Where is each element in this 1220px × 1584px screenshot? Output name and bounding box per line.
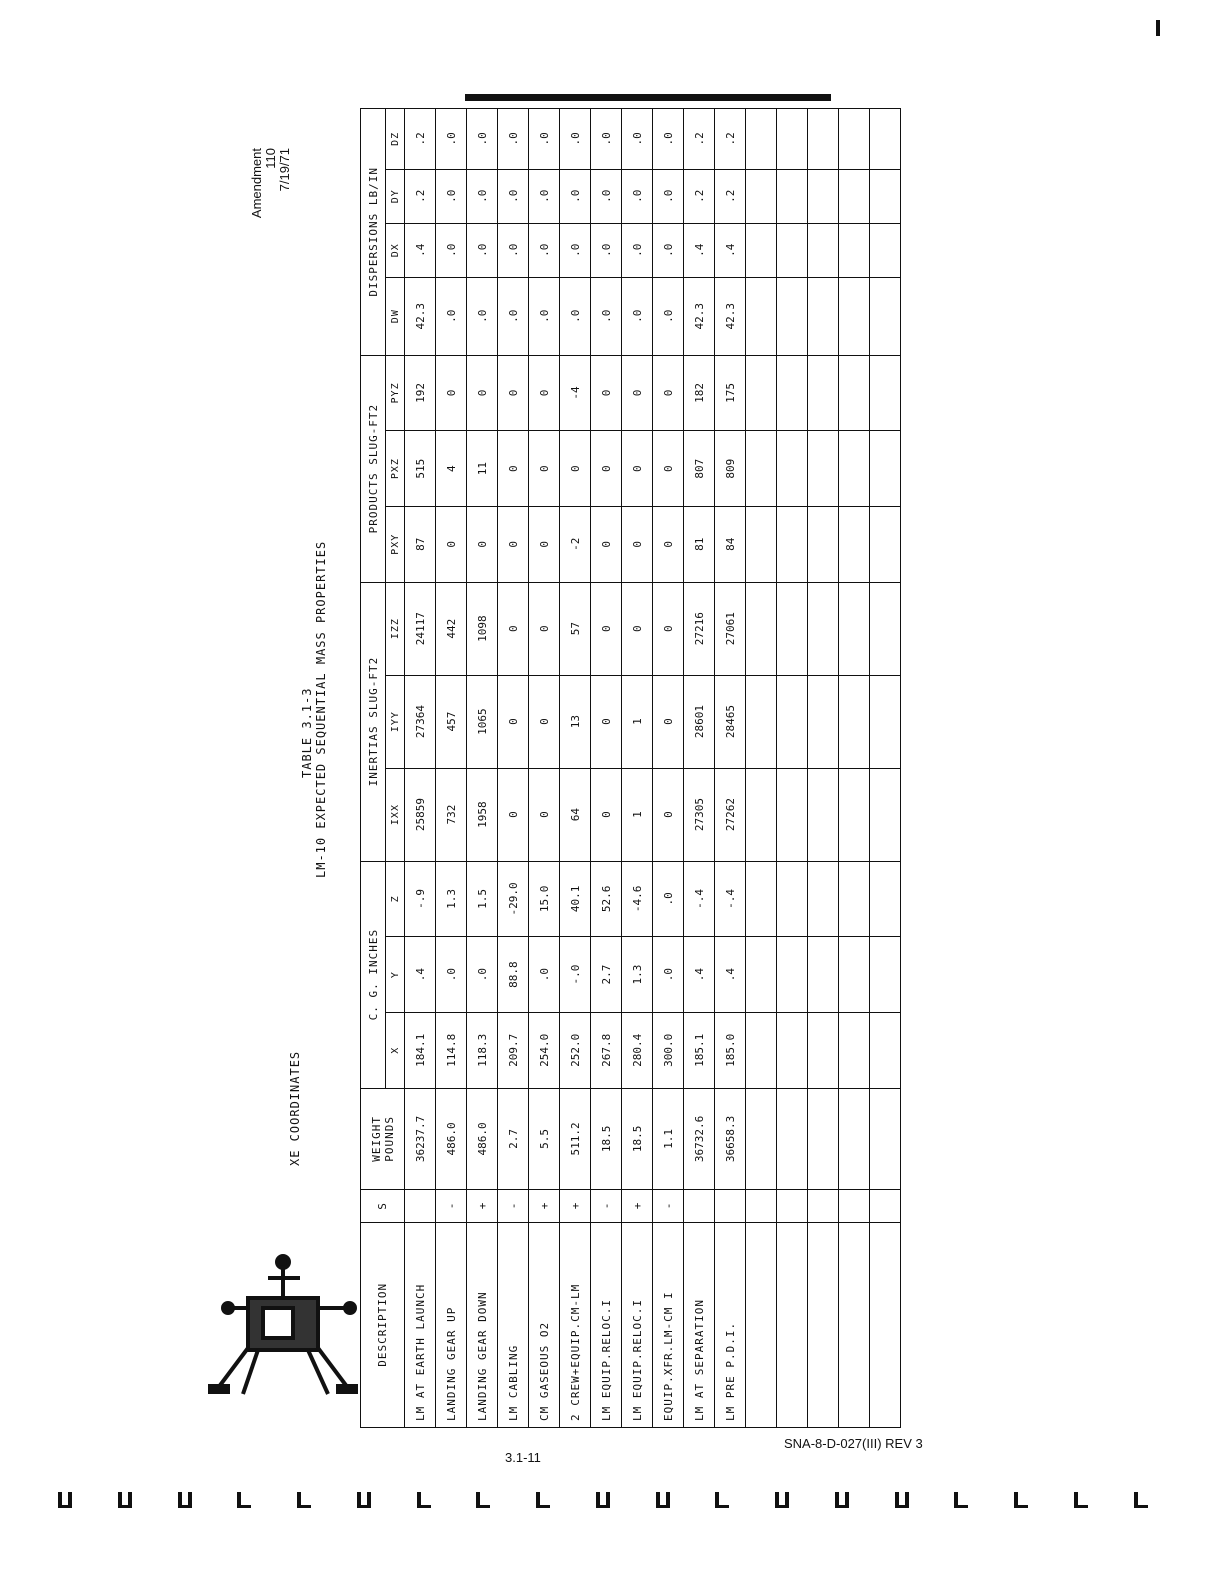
table-cell-dz: .0 xyxy=(653,109,684,170)
header-cg-x: X xyxy=(386,1012,405,1088)
table-cell-izz: 0 xyxy=(498,582,529,675)
empty-row xyxy=(746,109,777,1428)
table-cell-s xyxy=(715,1190,746,1222)
table-cell-dx: .0 xyxy=(498,223,529,277)
table-cell-ixx: 27262 xyxy=(715,768,746,861)
table-cell-desc: LM AT SEPARATION xyxy=(684,1222,715,1427)
table-cell-pxy: -2 xyxy=(560,506,591,582)
table-cell-izz: 27216 xyxy=(684,582,715,675)
table-cell-weight: 36237.7 xyxy=(405,1088,436,1190)
table-cell-pyz: 0 xyxy=(591,355,622,431)
table-cell-dx: .4 xyxy=(715,223,746,277)
header-ixx: IXX xyxy=(386,768,405,861)
table-cell-desc: LM PRE P.D.I. xyxy=(715,1222,746,1427)
table-cell-z: 15.0 xyxy=(529,861,560,937)
table-cell-ixx: 25859 xyxy=(405,768,436,861)
table-body xyxy=(405,109,901,1428)
table-cell-dy: .2 xyxy=(715,169,746,223)
table-cell-iyy: 0 xyxy=(653,675,684,768)
table-cell-dw: .0 xyxy=(436,277,467,355)
table-cell-dy: .0 xyxy=(591,169,622,223)
table-cell-desc: LM AT EARTH LAUNCH xyxy=(405,1222,436,1427)
table-cell-iyy: 13 xyxy=(560,675,591,768)
table-cell-dx: .0 xyxy=(622,223,653,277)
table-row xyxy=(529,109,560,1428)
table-cell-pxz: 0 xyxy=(591,431,622,507)
table-cell-dz: .0 xyxy=(529,109,560,170)
table-cell-y: .0 xyxy=(529,937,560,1013)
amendment-note xyxy=(250,148,292,228)
table-cell-iyy: 457 xyxy=(436,675,467,768)
mass-properties-table xyxy=(360,108,901,1428)
table-cell-dx: .0 xyxy=(591,223,622,277)
table-cell-z: 1.5 xyxy=(467,861,498,937)
table-cell-y: .4 xyxy=(684,937,715,1013)
table-cell-dx: .0 xyxy=(653,223,684,277)
table-cell-desc: LM EQUIP.RELOC.I xyxy=(591,1222,622,1427)
table-cell-dw: 42.3 xyxy=(405,277,436,355)
table-cell-s: + xyxy=(529,1190,560,1222)
table-cell-x: 184.1 xyxy=(405,1012,436,1088)
table-cell-pyz: 0 xyxy=(653,355,684,431)
table-cell-ixx: 0 xyxy=(529,768,560,861)
table-cell-x: 185.1 xyxy=(684,1012,715,1088)
table-cell-desc: 2 CREW+EQUIP.CM-LM xyxy=(560,1222,591,1427)
table-cell-s xyxy=(684,1190,715,1222)
table-cell-pyz: 0 xyxy=(467,355,498,431)
table-cell-s: + xyxy=(467,1190,498,1222)
table-cell-dx: .0 xyxy=(529,223,560,277)
table-cell-weight: 486.0 xyxy=(467,1088,498,1190)
table-cell-pxy: 0 xyxy=(467,506,498,582)
header-weight: WEIGHT POUNDS xyxy=(361,1088,405,1190)
table-cell-z: 1.3 xyxy=(436,861,467,937)
table-cell-dw: .0 xyxy=(560,277,591,355)
table-cell-x: 118.3 xyxy=(467,1012,498,1088)
table-cell-desc: LM EQUIP.RELOC.I xyxy=(622,1222,653,1427)
table-row xyxy=(684,109,715,1428)
header-dz: DZ xyxy=(386,109,405,170)
table-cell-iyy: 0 xyxy=(498,675,529,768)
table-cell-y: 1.3 xyxy=(622,937,653,1013)
table-cell-weight: 1.1 xyxy=(653,1088,684,1190)
header-cg-y: Y xyxy=(386,937,405,1013)
table-cell-z: -.4 xyxy=(684,861,715,937)
header-cg-z: Z xyxy=(386,861,405,937)
table-cell-pyz: -4 xyxy=(560,355,591,431)
table-cell-pyz: 192 xyxy=(405,355,436,431)
table-cell-weight: 511.2 xyxy=(560,1088,591,1190)
table-cell-iyy: 28601 xyxy=(684,675,715,768)
table-cell-dx: .0 xyxy=(467,223,498,277)
table-cell-s: - xyxy=(653,1190,684,1222)
table-cell-dx: .4 xyxy=(684,223,715,277)
table-cell-weight: 36732.6 xyxy=(684,1088,715,1190)
header-izz: IZZ xyxy=(386,582,405,675)
table-cell-dx: .4 xyxy=(405,223,436,277)
empty-row xyxy=(808,109,839,1428)
header-pxy: PXY xyxy=(386,506,405,582)
table-cell-y: .0 xyxy=(436,937,467,1013)
document-id: SNA-8-D-027(III) REV 3 xyxy=(784,1436,923,1451)
table-cell-dw: .0 xyxy=(591,277,622,355)
table-cell-weight: 486.0 xyxy=(436,1088,467,1190)
header-dx: DX xyxy=(386,223,405,277)
table-cell-dz: .2 xyxy=(715,109,746,170)
table-cell-dy: .0 xyxy=(622,169,653,223)
table-cell-y: .0 xyxy=(467,937,498,1013)
table-cell-pxz: 0 xyxy=(498,431,529,507)
table-cell-dw: .0 xyxy=(622,277,653,355)
table-cell-izz: 0 xyxy=(622,582,653,675)
table-cell-ixx: 0 xyxy=(498,768,529,861)
table-cell-ixx: 732 xyxy=(436,768,467,861)
table-cell-dz: .0 xyxy=(467,109,498,170)
table-cell-dz: .0 xyxy=(498,109,529,170)
table-cell-dz: .0 xyxy=(622,109,653,170)
table-row xyxy=(436,109,467,1428)
table-cell-pxz: 809 xyxy=(715,431,746,507)
table-cell-weight: 18.5 xyxy=(591,1088,622,1190)
table-cell-s: + xyxy=(622,1190,653,1222)
table-cell-dx: .0 xyxy=(560,223,591,277)
table-title: LM-10 EXPECTED SEQUENTIAL MASS PROPERTIES xyxy=(314,540,328,878)
table-cell-pxz: 515 xyxy=(405,431,436,507)
table-cell-dw: .0 xyxy=(467,277,498,355)
empty-row xyxy=(839,109,870,1428)
header-dispersions: DISPERSIONS LB/IN xyxy=(361,109,386,356)
table-row xyxy=(498,109,529,1428)
table-cell-s: - xyxy=(436,1190,467,1222)
table-cell-desc: LANDING GEAR UP xyxy=(436,1222,467,1427)
table-row xyxy=(467,109,498,1428)
table-cell-z: -.4 xyxy=(715,861,746,937)
table-cell-ixx: 27305 xyxy=(684,768,715,861)
table-cell-dy: .0 xyxy=(436,169,467,223)
table-cell-s: - xyxy=(591,1190,622,1222)
table-titles xyxy=(288,108,358,1428)
table-row xyxy=(560,109,591,1428)
table-cell-dw: .0 xyxy=(498,277,529,355)
table-cell-pxz: 4 xyxy=(436,431,467,507)
header-dw: DW xyxy=(386,277,405,355)
table-cell-z: .0 xyxy=(653,861,684,937)
table-cell-dz: .0 xyxy=(591,109,622,170)
table-cell-dw: 42.3 xyxy=(684,277,715,355)
table-cell-desc: LM CABLING xyxy=(498,1222,529,1427)
table-cell-dz: .0 xyxy=(560,109,591,170)
table-cell-pyz: 182 xyxy=(684,355,715,431)
header-pxz: PXZ xyxy=(386,431,405,507)
table-cell-desc: CM GASEOUS O2 xyxy=(529,1222,560,1427)
table-cell-dx: .0 xyxy=(436,223,467,277)
header-s: S xyxy=(361,1190,405,1222)
table-cell-pyz: 0 xyxy=(498,355,529,431)
table-cell-x: 185.0 xyxy=(715,1012,746,1088)
table-cell-y: .4 xyxy=(715,937,746,1013)
table-cell-pyz: 175 xyxy=(715,355,746,431)
table-cell-dy: .0 xyxy=(560,169,591,223)
table-cell-dy: .2 xyxy=(405,169,436,223)
table-cell-pxy: 0 xyxy=(622,506,653,582)
coordinate-system: XE COORDINATES xyxy=(288,1050,302,1166)
table-cell-pxy: 0 xyxy=(529,506,560,582)
header-products: PRODUCTS SLUG-FT2 xyxy=(361,355,386,582)
table-cell-x: 300.0 xyxy=(653,1012,684,1088)
table-cell-iyy: 28465 xyxy=(715,675,746,768)
table-cell-z: 40.1 xyxy=(560,861,591,937)
table-cell-dw: .0 xyxy=(529,277,560,355)
margin-mark xyxy=(1156,20,1160,36)
table-cell-desc: LANDING GEAR DOWN xyxy=(467,1222,498,1427)
table-cell-iyy: 0 xyxy=(529,675,560,768)
header-dy: DY xyxy=(386,169,405,223)
table-cell-pyz: 0 xyxy=(436,355,467,431)
table-row xyxy=(622,109,653,1428)
table-cell-pxz: 0 xyxy=(529,431,560,507)
amendment-date: 7/19/71 xyxy=(277,148,292,192)
rotated-table xyxy=(288,108,972,1428)
table-cell-pxz: 0 xyxy=(653,431,684,507)
table-cell-pxz: 0 xyxy=(560,431,591,507)
table-cell-pxz: 0 xyxy=(622,431,653,507)
table-cell-x: 114.8 xyxy=(436,1012,467,1088)
table-cell-pxy: 0 xyxy=(436,506,467,582)
table-cell-ixx: 0 xyxy=(591,768,622,861)
table-cell-dz: .2 xyxy=(405,109,436,170)
table-cell-desc: EQUIP.XFR.LM-CM I xyxy=(653,1222,684,1427)
table-cell-weight: 5.5 xyxy=(529,1088,560,1190)
table-cell-y: .0 xyxy=(653,937,684,1013)
table-cell-izz: 0 xyxy=(591,582,622,675)
table-cell-pxy: 81 xyxy=(684,506,715,582)
table-cell-izz: 0 xyxy=(653,582,684,675)
table-cell-izz: 0 xyxy=(529,582,560,675)
table-cell-izz: 57 xyxy=(560,582,591,675)
table-cell-pxy: 0 xyxy=(498,506,529,582)
table-cell-pyz: 0 xyxy=(622,355,653,431)
table-cell-izz: 27061 xyxy=(715,582,746,675)
table-row xyxy=(715,109,746,1428)
table-cell-s xyxy=(405,1190,436,1222)
empty-row xyxy=(870,109,901,1428)
table-cell-pxy: 87 xyxy=(405,506,436,582)
table-cell-ixx: 1958 xyxy=(467,768,498,861)
table-cell-x: 209.7 xyxy=(498,1012,529,1088)
table-cell-z: -4.6 xyxy=(622,861,653,937)
table-cell-weight: 2.7 xyxy=(498,1088,529,1190)
table-cell-pxz: 11 xyxy=(467,431,498,507)
table-cell-pxy: 0 xyxy=(591,506,622,582)
amendment-number: Amendment 110 xyxy=(249,148,278,219)
table-cell-s: - xyxy=(498,1190,529,1222)
header-description: DESCRIPTION xyxy=(361,1222,405,1427)
table-cell-pxy: 0 xyxy=(653,506,684,582)
table-cell-dy: .0 xyxy=(529,169,560,223)
header-pyz: PYZ xyxy=(386,355,405,431)
table-cell-iyy: 27364 xyxy=(405,675,436,768)
table-cell-x: 267.8 xyxy=(591,1012,622,1088)
table-cell-dw: 42.3 xyxy=(715,277,746,355)
table-cell-pxz: 807 xyxy=(684,431,715,507)
header-inertias: INERTIAS SLUG-FT2 xyxy=(361,582,386,861)
table-cell-izz: 24117 xyxy=(405,582,436,675)
table-cell-dz: .0 xyxy=(436,109,467,170)
table-row xyxy=(653,109,684,1428)
table-row xyxy=(405,109,436,1428)
table-cell-dz: .2 xyxy=(684,109,715,170)
table-cell-pyz: 0 xyxy=(529,355,560,431)
table-cell-iyy: 0 xyxy=(591,675,622,768)
table-cell-z: -29.0 xyxy=(498,861,529,937)
table-cell-weight: 36658.3 xyxy=(715,1088,746,1190)
table-cell-y: 2.7 xyxy=(591,937,622,1013)
header-cg: C. G. INCHES xyxy=(361,861,386,1088)
table-cell-dy: .0 xyxy=(467,169,498,223)
table-cell-weight: 18.5 xyxy=(622,1088,653,1190)
table-cell-y: -.0 xyxy=(560,937,591,1013)
table-cell-dy: .0 xyxy=(653,169,684,223)
table-cell-x: 252.0 xyxy=(560,1012,591,1088)
page-number: 3.1-11 xyxy=(505,1450,541,1465)
binding-marks xyxy=(58,1492,1148,1510)
table-cell-ixx: 1 xyxy=(622,768,653,861)
table-number: TABLE 3.1-3 xyxy=(300,687,314,778)
table-cell-ixx: 64 xyxy=(560,768,591,861)
table-cell-dw: .0 xyxy=(653,277,684,355)
table-row xyxy=(591,109,622,1428)
redaction-bar xyxy=(465,94,831,101)
table-cell-dy: .0 xyxy=(498,169,529,223)
table-cell-izz: 442 xyxy=(436,582,467,675)
table-cell-dy: .2 xyxy=(684,169,715,223)
table-cell-x: 280.4 xyxy=(622,1012,653,1088)
table-cell-iyy: 1 xyxy=(622,675,653,768)
table-cell-z: 52.6 xyxy=(591,861,622,937)
table-cell-y: 88.8 xyxy=(498,937,529,1013)
table-cell-pxy: 84 xyxy=(715,506,746,582)
table-cell-z: -.9 xyxy=(405,861,436,937)
table-cell-iyy: 1065 xyxy=(467,675,498,768)
empty-row xyxy=(777,109,808,1428)
header-iyy: IYY xyxy=(386,675,405,768)
table-cell-x: 254.0 xyxy=(529,1012,560,1088)
table-cell-s: + xyxy=(560,1190,591,1222)
table-cell-izz: 1098 xyxy=(467,582,498,675)
table-cell-ixx: 0 xyxy=(653,768,684,861)
table-cell-y: .4 xyxy=(405,937,436,1013)
